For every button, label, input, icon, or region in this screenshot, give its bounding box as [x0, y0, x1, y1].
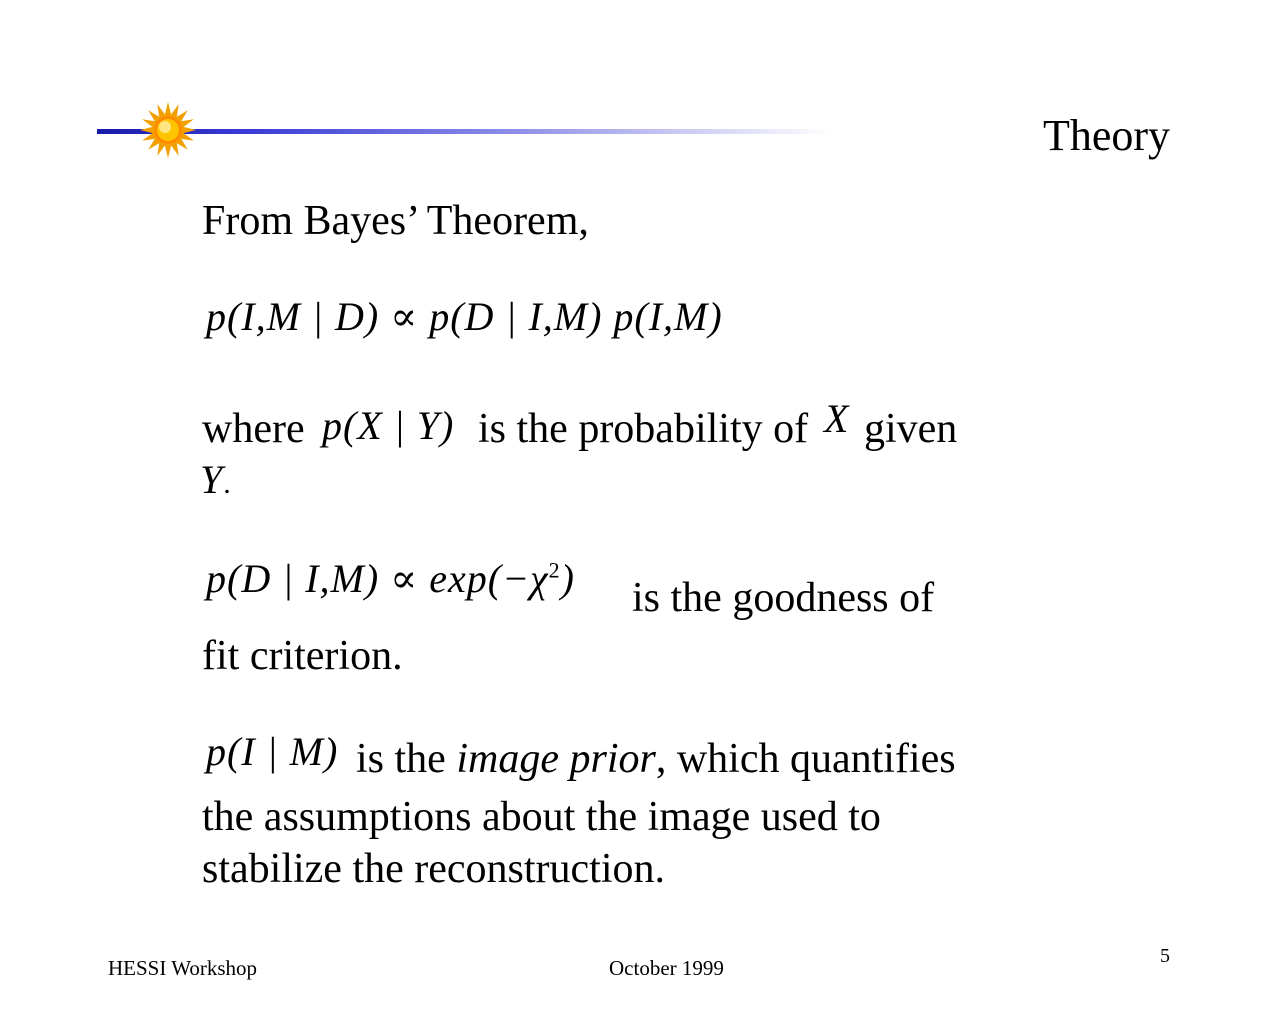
- where-middle-text: is the probability of: [478, 406, 809, 452]
- image-prior-term: image prior: [456, 736, 656, 782]
- prior-text-line3: stabilize the reconstruction.: [202, 846, 666, 892]
- footer-left: HESSI Workshop: [108, 956, 258, 980]
- likelihood-expression: p(D | $I,M) \propto \exp(-\chi^2)$: [206, 556, 575, 601]
- variable-y: Y.: [200, 457, 232, 502]
- where-text: where: [202, 406, 305, 452]
- intro-text: From Bayes’ Theorem,: [202, 198, 589, 244]
- prior-expression: p(I | M): [206, 729, 339, 774]
- variable-x: X: [824, 396, 850, 441]
- prior-text-line2: the assumptions about the image used to: [202, 794, 881, 840]
- given-text: given: [864, 406, 958, 452]
- likelihood-text-line2: fit criterion.: [202, 633, 403, 679]
- prior-text-line1: is the image prior, which quantifies: [356, 736, 956, 782]
- slide-title: Theory: [1042, 111, 1170, 160]
- footer-date: October 1999: [609, 956, 724, 980]
- sun-icon: [140, 102, 196, 158]
- likelihood-text-line1: is the goodness of: [632, 575, 935, 621]
- page-number: 5: [1160, 945, 1170, 967]
- bayes-equation: p(I,M | D) ∝ p(D | I,M) p(I,M): [206, 294, 723, 339]
- header-rule: [97, 129, 832, 134]
- where-expression: p(X | Y): [322, 403, 455, 448]
